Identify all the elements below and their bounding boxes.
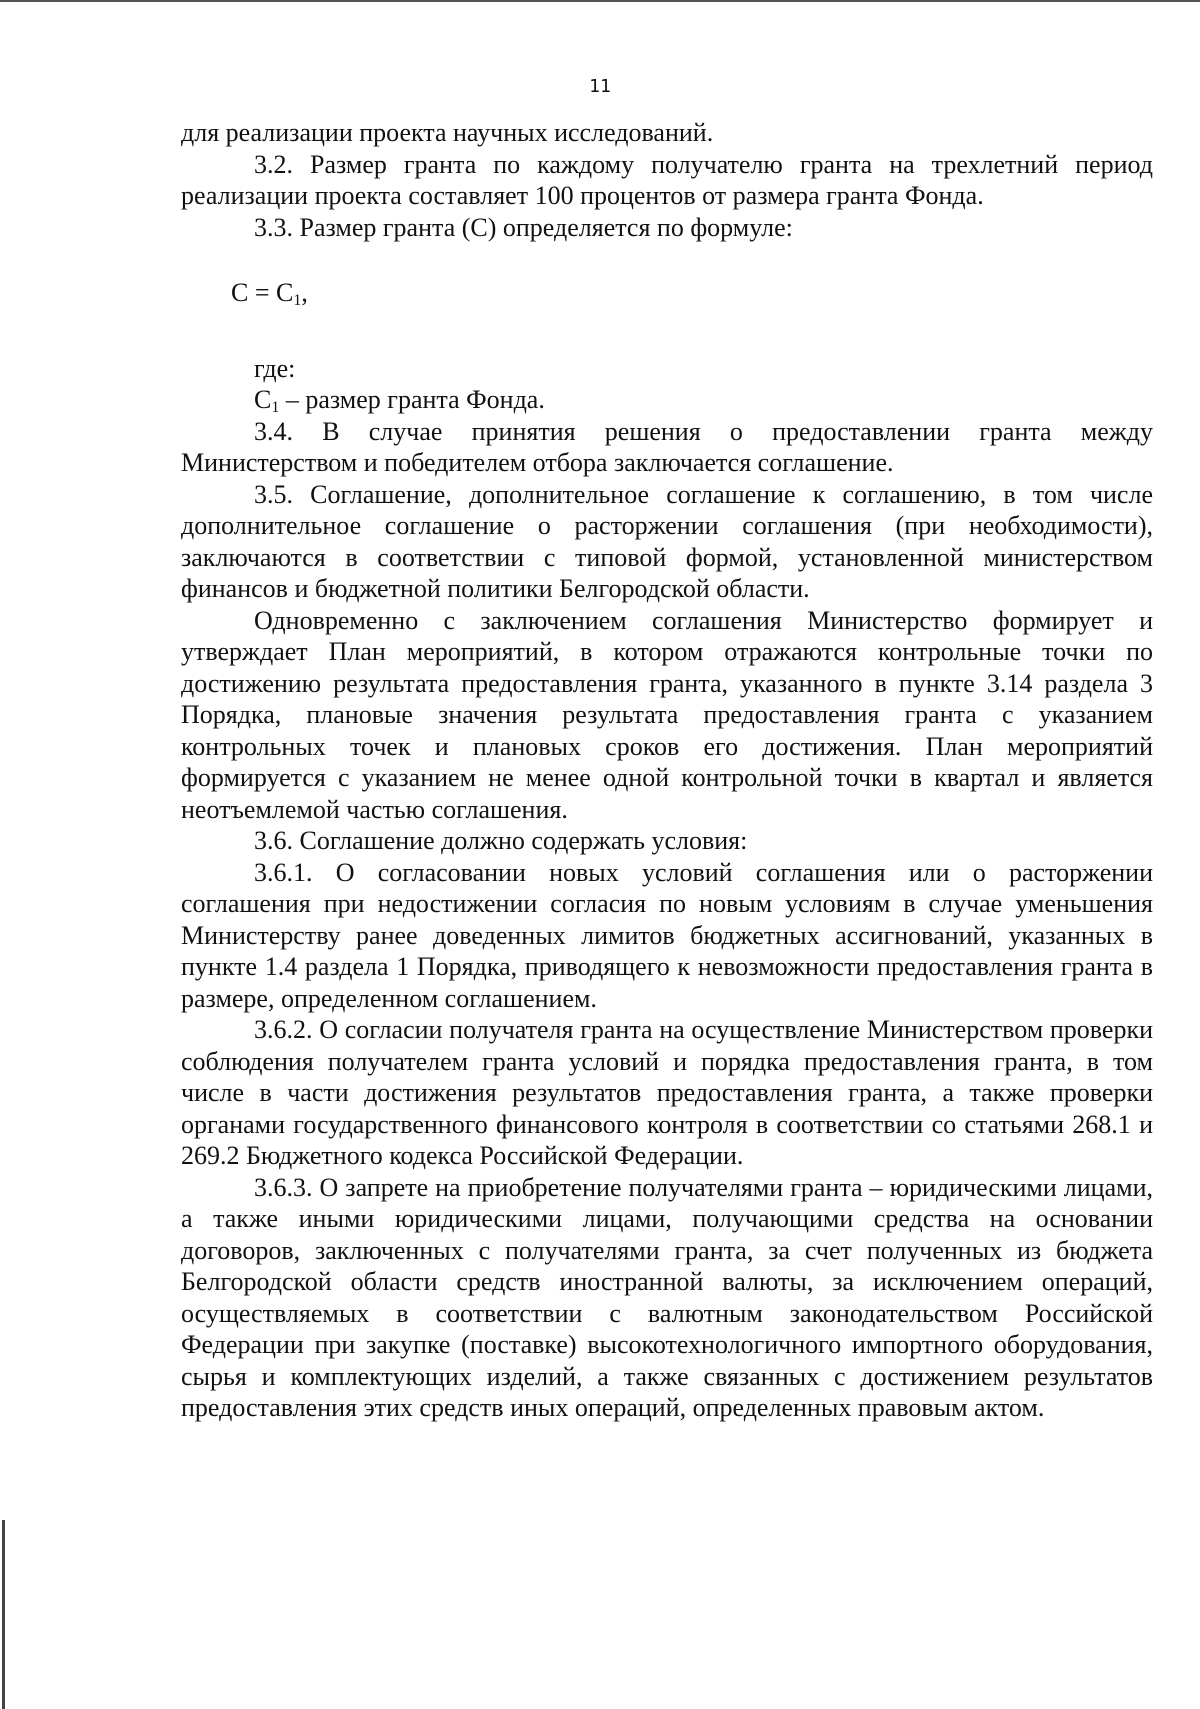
paragraph-3-4: 3.4. В случае принятия решения о предоставлении гранта между Министерством и победителем отбора заключается соглашение. <box>181 416 1153 477</box>
formula-subscript: 1 <box>293 292 302 309</box>
paragraph-3-2: 3.2. Размер гранта по каждому получателю гранта на трехлетний период реализации проекта составляет 100 процентов от размера гранта Фонда. <box>181 149 1153 210</box>
c1-subscript: 1 <box>271 399 280 416</box>
paragraph-3-6: 3.6. Соглашение должно содержать условия: <box>254 826 748 855</box>
paragraph-3-6-2: 3.6.2. О согласии получателя гранта на осуществление Министерством проверки соблюдения получателем гранта условий и порядка предоставления гранта, в том числе в части достижения результатов предоставления гранта, а также проверки органами государственного финансового контроля в соответствии со статьями 268.1 и 269.2 Бюджетного кодекса Российской Федерации. <box>181 1015 1153 1170</box>
paragraph-c1-definition <box>181 384 1153 416</box>
paragraph-3-6-1: 3.6.1. О согласовании новых условий соглашения или о расторжении соглашения при недостижении согласия по новым условиям в случае уменьшения Министерству ранее доведенных лимитов бюджетных ассигнований, указанных в пункте 1.4 раздела 1 Порядка, приводящего к невозможности предоставления гранта в размере, определенном соглашением. <box>181 857 1153 1013</box>
formula-tail: , <box>301 278 308 307</box>
paragraph-3-6-3: 3.6.3. О запрете на приобретение получателями гранта – юридическими лицами, а также иными юридическими лицами, получающими средства на основании договоров, заключенных с получателями гранта, за счет полученных из бюджета Белгородской области средств иностранной валюты, за исключением операций, осуществляемых в соответствии с валютным законодательством Российской Федерации при закупке (поставке) высокотехнологичного импортного оборудования, сырья и комплектующих изделий, а также связанных с достижением результатов предоставления этих средств иных операций, определенных правовым актом. <box>181 1172 1153 1422</box>
grant-formula <box>181 243 1153 353</box>
scan-edge-left <box>2 1520 5 1709</box>
paragraph-continuation: для реализации проекта научных исследований. <box>181 118 714 147</box>
page-number: 11 <box>589 76 611 97</box>
paragraph-simultaneous: Одновременно с заключением соглашения Министерство формирует и утверждает План мероприятий, в котором отражаются контрольные точки по достижению результата предоставления гранта, указанного в пункте 3.14 раздела 3 Порядка, плановые значения результата предоставления гранта с указанием контрольных точек и плановых сроков его достижения. План мероприятий формируется с указанием не менее одной контрольной точки в квартал и является неотъемлемой частью соглашения. <box>181 605 1153 824</box>
formula-lhs: С = С <box>231 278 294 307</box>
c1-symbol: С <box>254 385 272 414</box>
paragraph-3-5: 3.5. Соглашение, дополнительное соглашение к соглашению, в том числе дополнительное соглашение о расторжении соглашения (при необходимости), заключаются в соответствии с типовой формой, установленной министерством финансов и бюджетной политики Белгородской области. <box>181 479 1153 603</box>
paragraph-where: где: <box>254 353 296 383</box>
scan-edge-top <box>0 0 1200 2</box>
document-body <box>181 117 1153 1424</box>
paragraph-3-3: 3.3. Размер гранта (С) определяется по формуле: <box>254 212 793 242</box>
c1-text: – размер гранта Фонда. <box>279 385 545 414</box>
